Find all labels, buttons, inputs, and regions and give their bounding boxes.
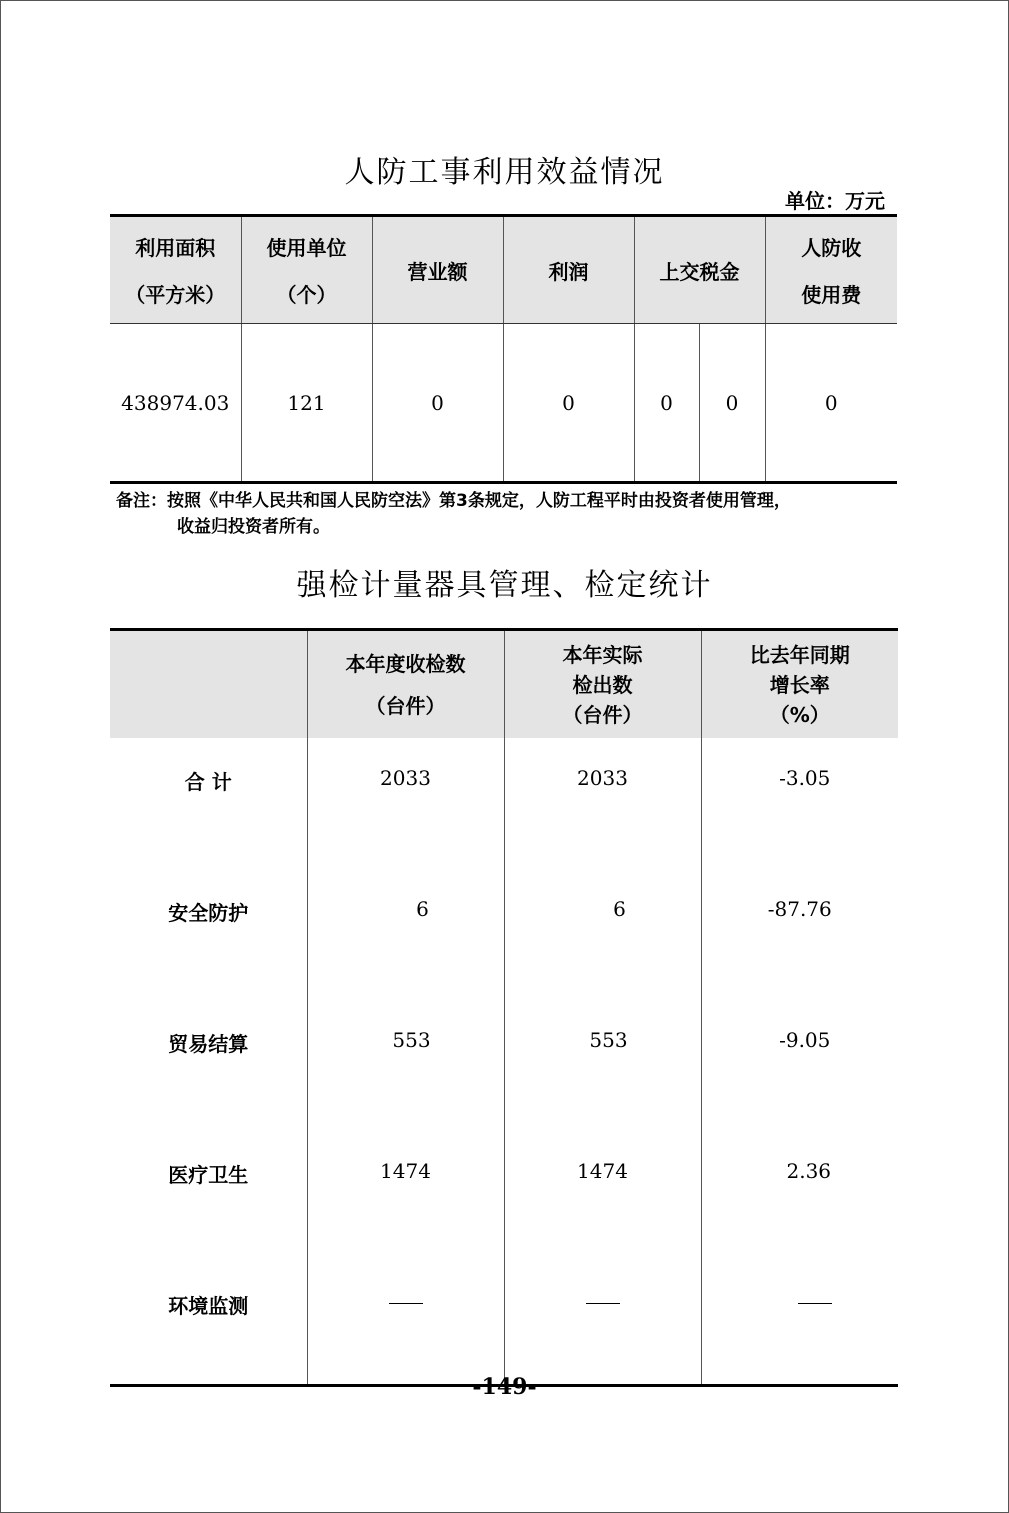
header-profit: 利润	[503, 216, 634, 324]
header-fee-line1: 人防收	[801, 236, 862, 260]
cell-detected-medical: 1474	[504, 1131, 701, 1262]
dash-mark	[586, 1303, 620, 1304]
table1-note	[116, 488, 906, 540]
cell-received-total: 2033	[307, 738, 504, 869]
cell-area: 438974.03	[121, 390, 230, 415]
table1-unit: 单位：万元	[785, 189, 885, 213]
header-tax: 上交税金	[634, 216, 765, 324]
header-fee	[765, 216, 897, 324]
header-area-line1: 利用面积	[135, 236, 216, 260]
row-label-safety: 安全防护	[168, 901, 249, 925]
note-line2: 收益归投资者所有。	[177, 517, 330, 537]
cell-fee: 0	[765, 324, 897, 483]
cell-growth-safety: -87.76	[701, 869, 898, 1000]
cell-revenue: 0	[372, 324, 503, 483]
header-received-line1: 本年度收检数	[345, 651, 466, 676]
table-row	[110, 738, 898, 869]
dash-mark	[389, 1303, 423, 1304]
table-row	[110, 1131, 898, 1262]
cell-units: 121	[241, 324, 372, 483]
cell-growth-medical: 2.36	[701, 1131, 898, 1262]
dash-mark	[798, 1303, 832, 1304]
header-detected-line3: （台件）	[562, 702, 643, 727]
cell-growth-trade: -9.05	[701, 1000, 898, 1131]
header-growth-line2: 增长率	[769, 672, 830, 697]
civil-defense-table	[110, 214, 897, 484]
measuring-instruments-table	[110, 628, 898, 1387]
header-detected-line1: 本年实际	[562, 642, 643, 667]
table-row	[110, 869, 898, 1000]
header-growth-line1: 比去年同期	[749, 642, 850, 667]
header-revenue: 营业额	[372, 216, 503, 324]
header-units	[241, 216, 372, 324]
row-label-medical: 医疗卫生	[168, 1163, 249, 1187]
cell-detected-total: 2033	[504, 738, 701, 869]
header-detected-line2: 检出数	[572, 672, 633, 697]
row-label-environment: 环境监测	[168, 1294, 249, 1318]
row-label-trade: 贸易结算	[168, 1032, 249, 1056]
cell-growth-total: -3.05	[701, 738, 898, 869]
cell-detected-trade: 553	[504, 1000, 701, 1131]
header-growth-line3: （%）	[769, 702, 830, 727]
table2-header-row	[110, 630, 898, 739]
cell-received-environment	[307, 1262, 504, 1385]
cell-tax-a: 0	[634, 324, 699, 483]
header-units-line1: 使用单位	[266, 236, 347, 260]
row-label-total: 合 计	[184, 770, 232, 794]
header-received	[307, 630, 504, 739]
table1-title: 人防工事利用效益情况	[344, 155, 665, 190]
header-fee-line2: 使用费	[801, 283, 862, 307]
table-row	[110, 1262, 898, 1385]
cell-growth-environment	[701, 1262, 898, 1385]
cell-profit: 0	[503, 324, 634, 483]
cell-tax-b: 0	[699, 324, 765, 483]
note-line1: 备注：按照《中华人民共和国人民防空法》第3条规定，人防工程平时由投资者使用管理，	[116, 491, 791, 511]
header-growth	[701, 630, 898, 739]
table-row	[110, 1000, 898, 1131]
table1-data-row	[110, 324, 897, 483]
header-units-line2: （个）	[276, 283, 337, 307]
cell-received-medical: 1474	[307, 1131, 504, 1262]
table1-header-row	[110, 216, 897, 324]
cell-detected-safety: 6	[504, 869, 701, 1000]
page-number: -149-	[472, 1374, 537, 1400]
header-area-line2: （平方米）	[125, 283, 226, 307]
header-detected	[504, 630, 701, 739]
cell-received-safety: 6	[307, 869, 504, 1000]
table2-title: 强检计量器具管理、检定统计	[296, 568, 713, 603]
header-area	[110, 216, 241, 324]
header-received-line2: （台件）	[365, 693, 446, 718]
header-blank	[110, 630, 307, 739]
cell-received-trade: 553	[307, 1000, 504, 1131]
cell-detected-environment	[504, 1262, 701, 1385]
